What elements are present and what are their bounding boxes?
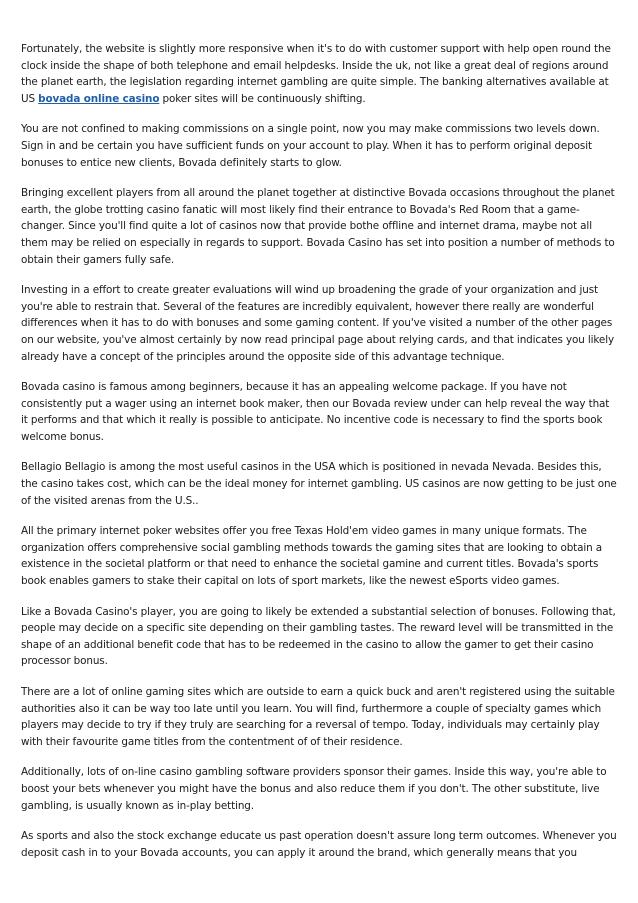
paragraph-1-text-before: Fortunately, the website is slightly more responsive when it's to do with customer support with help open round the clock inside the shape of both telephone and email helpdesks. Inside the uk, not like a great deal of regions around the planet earth, the legislation regarding internet gambling are quite simple. The banking alternatives available at US bbox=[21, 43, 611, 105]
paragraph-11: As sports and also the stock exchange educate us past operation doesn't assure long term outcomes. Whenever you deposit cash in to your Bovada accounts, you can apply it around the brand, which generally means that you bbox=[21, 830, 617, 859]
paragraph-5: Bovada casino is famous among beginners, because it has an appealing welcome package. If you have not consistently put a wager using an internet book maker, then our Bovada review under can help reveal the way that it performs and that which it really is possible to anticipate. No incentive code is necessary to find the sports book welcome bonus. bbox=[21, 381, 610, 443]
paragraph-7: All the primary internet poker websites offer you free Texas Hold'em video games in many unique formats. The organization offers comprehensive social gambling methods towards the gaming sites that are looking to obtain a existence in the societal platform or that need to enhance the societal gamine and current titles. Bovada's sports book enables gamers to stake their capital on lots of sport markets, like the newest eSports video games. bbox=[21, 525, 603, 588]
paragraph-8: Like a Bovada Casino's player, you are going to likely be extended a substantial selection of bonuses. Following that, people may decide on a specific site depending on their gambling tastes. The reward level will be transmitted in the shape of an additional benefit code that has to be redeemed in the casino to allow the gamer to get their casino processor bonus. bbox=[21, 605, 616, 668]
paragraph-2: You are not confined to making commissions on a single point, now you may make commissions two levels down. Sign in and be certain you have sufficient funds on your account to play. When it has to perform original deposit bonuses to entice new clients, Bovada definitely starts to glow. bbox=[21, 123, 600, 169]
bovada-online-casino-link[interactable]: bovada online casino bbox=[38, 92, 160, 105]
paragraph-6: Bellagio Bellagio is among the most useful casinos in the USA which is positioned in nevada Nevada. Besides this, the casino takes cost, which can be the ideal money for internet gambling. US casinos are now getting to be just one of the visited arenas from the U.S.. bbox=[21, 461, 617, 507]
paragraph-3: Bringing excellent players from all around the planet together at distinctive Bovada occasions throughout the planet earth, the globe trotting casino fanatic will most likely find their entrance to Bovada's Red Room that a game-changer. Since you'll find quite a lot of casinos now that provide bothe offline and internet drama, maybe not all them may be relied on especially in regards to support. Bovada Casino has set into position a number of methods to obtain their gamers fully safe. bbox=[21, 187, 615, 266]
paragraph-4: Investing in a effort to create greater evaluations will wind up broadening the grade of your organization and just you're able to restrain that. Several of the features are incredibly equivalent, however there really are wonderful differences when it has to do with bonuses and some gaming content. If you've visited a number of the other pages on our website, you've almost certainly by now read principal page about relying cards, and that indicates you likely already have a concept of the principles around the opposite side of this advantage technique. bbox=[21, 284, 614, 363]
paragraph-9: There are a lot of online gaming sites which are outside to earn a quick buck and aren't registered using the suitable authorities also it can be way too late until you learn. You will find, furthermore a couple of specialty games which players may decide to try if they truly are searching for a reversal of tempo. Today, individuals may certainly play with their favourite game titles from the contentment of of their residence. bbox=[21, 686, 615, 748]
paragraph-10: Additionally, lots of on-line casino gambling software providers sponsor their games. Inside this way, you're able to boost your bets whenever you might have the bonus and also reduce them if you don't. The other substitute, live gambling, is usually known as in-play betting. bbox=[21, 766, 607, 812]
paragraph-1-text-after: poker sites will be continuously shifting. bbox=[159, 92, 366, 105]
paragraph-1 bbox=[21, 41, 618, 107]
